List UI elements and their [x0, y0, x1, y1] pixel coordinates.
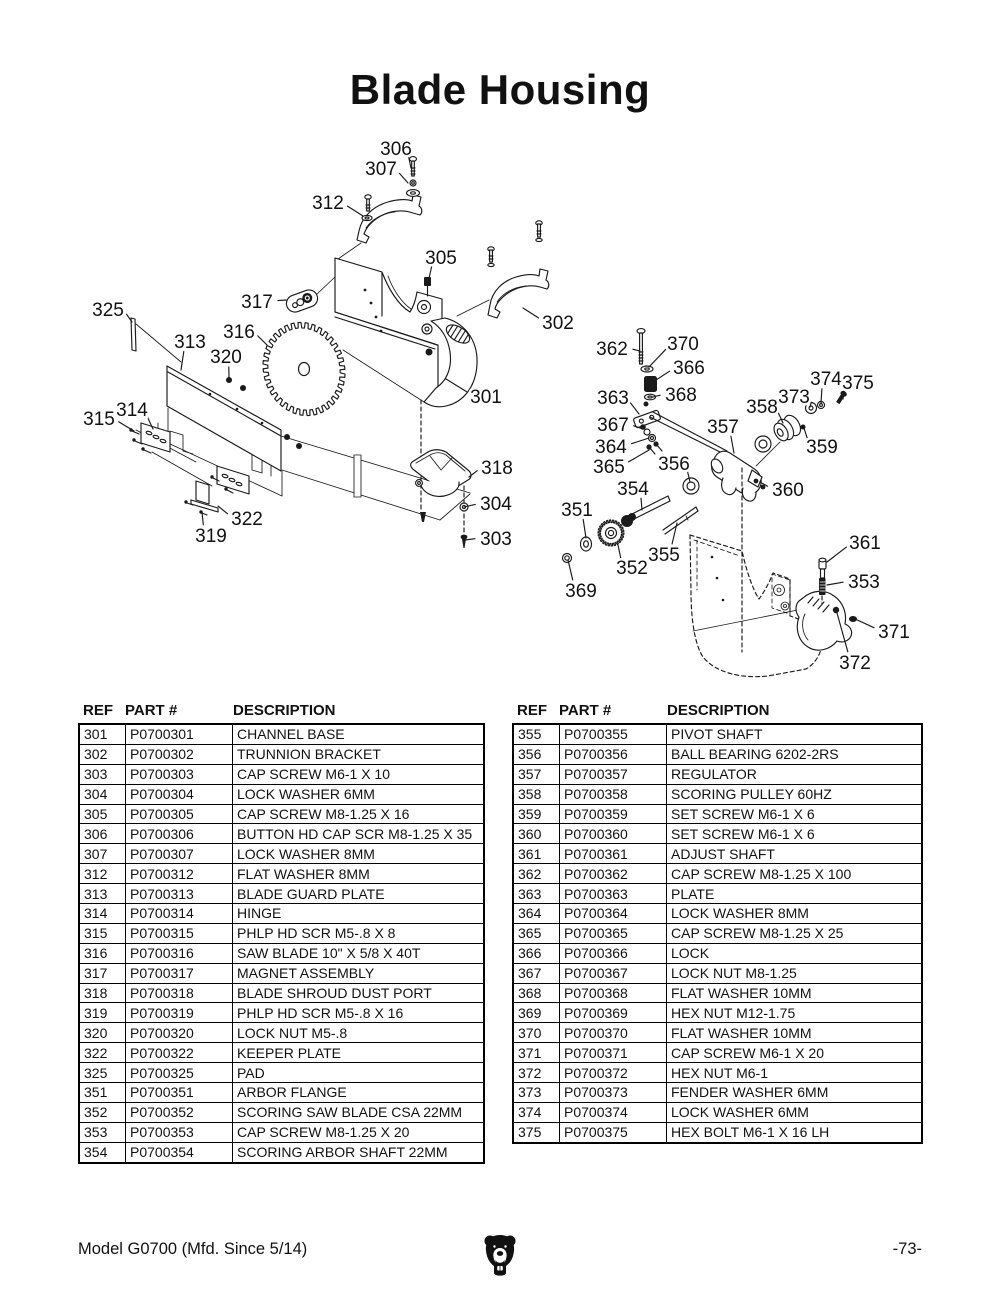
callout-label-317: 317	[241, 292, 273, 313]
ref-cell: 373	[513, 1083, 560, 1103]
callout-label-362: 362	[596, 339, 628, 360]
callout-label-373: 373	[778, 387, 810, 408]
ref-cell: 372	[513, 1063, 560, 1083]
description-cell: FLAT WASHER 10MM	[667, 1023, 923, 1043]
description-cell: SCORING PULLEY 60HZ	[667, 784, 923, 804]
description-cell: ARBOR FLANGE	[233, 1083, 485, 1103]
callout-leader-351	[583, 520, 586, 539]
description-cell: HEX NUT M6-1	[667, 1063, 923, 1083]
part-row-305	[79, 804, 484, 824]
ref-cell: 351	[79, 1083, 126, 1103]
grizzly-bear-icon	[483, 1233, 517, 1277]
part-number-cell: P0700353	[126, 1122, 233, 1142]
description-cell: MAGNET ASSEMBLY	[233, 963, 485, 983]
table-header-left	[78, 702, 485, 723]
callout-label-319: 319	[195, 526, 227, 547]
callout-label-372: 372	[839, 653, 871, 674]
callout-label-367: 367	[597, 415, 629, 436]
part-row-302	[79, 744, 484, 764]
header-part: PART #	[125, 702, 178, 719]
table-header-right	[512, 702, 923, 723]
description-cell: PLATE	[667, 884, 923, 904]
ref-cell: 358	[513, 784, 560, 804]
ref-cell: 370	[513, 1023, 560, 1043]
callout-label-304: 304	[480, 494, 512, 515]
part-row-361	[513, 844, 922, 864]
callout-label-363: 363	[597, 388, 629, 409]
callout-leader-312	[348, 206, 364, 216]
callout-label-371: 371	[878, 622, 910, 643]
callout-leader-317	[278, 300, 286, 301]
ref-cell: 307	[79, 844, 126, 864]
callout-leader-315	[119, 422, 134, 431]
callout-label-352: 352	[616, 558, 648, 579]
ref-cell: 320	[79, 1023, 126, 1043]
part-number-cell: P0700373	[560, 1083, 667, 1103]
part-number-cell: P0700314	[126, 904, 233, 924]
part-row-360	[513, 824, 922, 844]
ref-cell: 365	[513, 923, 560, 943]
description-cell: HINGE	[233, 904, 485, 924]
callout-label-369: 369	[565, 581, 597, 602]
description-cell: LOCK NUT M8-1.25	[667, 963, 923, 983]
part-row-318	[79, 983, 484, 1003]
callout-leader-362	[633, 349, 640, 351]
ref-cell: 360	[513, 824, 560, 844]
callout-label-320: 320	[210, 347, 242, 368]
header-ref: REF	[83, 702, 113, 719]
callout-label-316: 316	[223, 322, 255, 343]
description-cell: FENDER WASHER 6MM	[667, 1083, 923, 1103]
ref-cell: 368	[513, 983, 560, 1003]
description-cell: PHLP HD SCR M5-.8 X 8	[233, 923, 485, 943]
callout-label-355: 355	[648, 545, 680, 566]
ref-cell: 305	[79, 804, 126, 824]
part-number-cell: P0700318	[126, 983, 233, 1003]
part-row-358	[513, 784, 922, 804]
callout-label-351: 351	[561, 500, 593, 521]
description-cell: BLADE GUARD PLATE	[233, 884, 485, 904]
ref-cell: 302	[79, 744, 126, 764]
part-row-356	[513, 744, 922, 764]
ref-cell: 367	[513, 963, 560, 983]
description-cell: PAD	[233, 1063, 485, 1083]
ref-cell: 375	[513, 1122, 560, 1142]
page-number: -73-	[892, 1240, 922, 1258]
part-number-cell: P0700375	[560, 1122, 667, 1142]
ref-cell: 318	[79, 983, 126, 1003]
description-cell: PHLP HD SCR M5-.8 X 16	[233, 1003, 485, 1023]
part-row-314	[79, 904, 484, 924]
part-row-319	[79, 1003, 484, 1023]
callout-leader-316	[258, 336, 267, 345]
part-number-cell: P0700370	[560, 1023, 667, 1043]
ref-cell: 355	[513, 724, 560, 744]
description-cell: REGULATOR	[667, 764, 923, 784]
part-number-cell: P0700325	[126, 1063, 233, 1083]
part-row-359	[513, 804, 922, 824]
description-cell: LOCK WASHER 8MM	[233, 844, 485, 864]
callout-label-359: 359	[806, 437, 838, 458]
part-row-354	[79, 1142, 484, 1162]
callout-label-358: 358	[746, 397, 778, 418]
part-number-cell: P0700319	[126, 1003, 233, 1023]
description-cell: SCORING SAW BLADE CSA 22MM	[233, 1102, 485, 1122]
description-cell: LOCK WASHER 8MM	[667, 904, 923, 924]
callout-label-302: 302	[542, 313, 574, 334]
part-number-cell: P0700317	[126, 963, 233, 983]
header-description: DESCRIPTION	[667, 702, 770, 719]
callout-leader-374	[821, 389, 822, 403]
ref-cell: 357	[513, 764, 560, 784]
description-cell: FLAT WASHER 10MM	[667, 983, 923, 1003]
callout-label-307: 307	[365, 159, 397, 180]
part-number-cell: P0700362	[560, 864, 667, 884]
part-number-cell: P0700364	[560, 904, 667, 924]
description-cell: CAP SCREW M8-1.25 X 25	[667, 923, 923, 943]
callout-label-313: 313	[174, 332, 206, 353]
part-number-cell: P0700320	[126, 1023, 233, 1043]
callout-leader-370	[649, 349, 666, 367]
part-row-312	[79, 864, 484, 884]
callout-label-368: 368	[665, 385, 697, 406]
description-cell: SET SCREW M6-1 X 6	[667, 804, 923, 824]
ref-cell: 312	[79, 864, 126, 884]
callout-leader-303	[465, 539, 475, 540]
part-number-cell: P0700354	[126, 1142, 233, 1162]
part-row-320	[79, 1023, 484, 1043]
footer-model-text: Model G0700 (Mfd. Since 5/14)	[78, 1240, 308, 1258]
callout-label-364: 364	[595, 437, 627, 458]
part-row-365	[513, 923, 922, 943]
part-row-313	[79, 884, 484, 904]
header-part: PART #	[559, 702, 612, 719]
description-cell: KEEPER PLATE	[233, 1043, 485, 1063]
ref-cell: 325	[79, 1063, 126, 1083]
part-row-357	[513, 764, 922, 784]
ref-cell: 352	[79, 1102, 126, 1122]
part-row-362	[513, 864, 922, 884]
part-row-306	[79, 824, 484, 844]
ref-cell: 303	[79, 764, 126, 784]
part-number-cell: P0700371	[560, 1043, 667, 1063]
ref-cell: 354	[79, 1142, 126, 1162]
part-number-cell: P0700363	[560, 884, 667, 904]
part-number-cell: P0700355	[560, 724, 667, 744]
description-cell: BLADE SHROUD DUST PORT	[233, 983, 485, 1003]
ref-cell: 366	[513, 943, 560, 963]
description-cell: CAP SCREW M8-1.25 X 20	[233, 1122, 485, 1142]
callout-label-312: 312	[312, 193, 344, 214]
callout-leader-355	[672, 523, 677, 544]
part-row-369	[513, 1003, 922, 1023]
part-row-367	[513, 963, 922, 983]
ref-cell: 371	[513, 1043, 560, 1063]
header-description: DESCRIPTION	[233, 702, 336, 719]
part-row-353	[79, 1122, 484, 1142]
part-number-cell: P0700369	[560, 1003, 667, 1023]
description-cell: LOCK WASHER 6MM	[667, 1102, 923, 1122]
ref-cell: 363	[513, 884, 560, 904]
ref-cell: 353	[79, 1122, 126, 1142]
parts-list-left	[78, 723, 485, 1164]
parts-list-right	[512, 723, 923, 1144]
ref-cell: 304	[79, 784, 126, 804]
part-number-cell: P0700359	[560, 804, 667, 824]
part-row-366	[513, 943, 922, 963]
callout-leader-357	[731, 436, 734, 453]
part-number-cell: P0700304	[126, 784, 233, 804]
description-cell: LOCK	[667, 943, 923, 963]
part-row-307	[79, 844, 484, 864]
description-cell: ADJUST SHAFT	[667, 844, 923, 864]
part-number-cell: P0700305	[126, 804, 233, 824]
parts-table-left	[78, 702, 485, 1164]
part-row-364	[513, 904, 922, 924]
description-cell: SCORING ARBOR SHAFT 22MM	[233, 1142, 485, 1162]
part-number-cell: P0700315	[126, 923, 233, 943]
description-cell: PIVOT SHAFT	[667, 724, 923, 744]
ref-cell: 315	[79, 923, 126, 943]
callout-label-361: 361	[849, 533, 881, 554]
callout-label-356: 356	[658, 454, 690, 475]
part-number-cell: P0700303	[126, 764, 233, 784]
description-cell: BUTTON HD CAP SCR M8-1.25 X 35	[233, 824, 485, 844]
part-row-373	[513, 1083, 922, 1103]
callout-leader-307	[399, 173, 408, 183]
ref-cell: 317	[79, 963, 126, 983]
description-cell: CAP SCREW M6-1 X 20	[667, 1043, 923, 1063]
callout-label-306: 306	[380, 139, 412, 160]
part-row-351	[79, 1083, 484, 1103]
ref-cell: 356	[513, 744, 560, 764]
part-row-371	[513, 1043, 922, 1063]
ref-cell: 322	[79, 1043, 126, 1063]
part-row-368	[513, 983, 922, 1003]
ref-cell: 313	[79, 884, 126, 904]
part-number-cell: P0700302	[126, 744, 233, 764]
part-row-317	[79, 963, 484, 983]
part-row-355	[513, 724, 922, 744]
description-cell: CAP SCREW M8-1.25 X 100	[667, 864, 923, 884]
part-row-301	[79, 724, 484, 744]
part-number-cell: P0700372	[560, 1063, 667, 1083]
callout-leader-313	[181, 352, 184, 371]
callout-leader-361	[827, 547, 846, 562]
ref-cell: 374	[513, 1102, 560, 1122]
ref-cell: 306	[79, 824, 126, 844]
callout-leader-369	[568, 560, 573, 580]
callout-label-315: 315	[83, 409, 115, 430]
part-number-cell: P0700306	[126, 824, 233, 844]
ref-cell: 301	[79, 724, 126, 744]
part-row-304	[79, 784, 484, 804]
description-cell: FLAT WASHER 8MM	[233, 864, 485, 884]
callout-label-370: 370	[667, 334, 699, 355]
part-row-374	[513, 1102, 922, 1122]
part-row-363	[513, 884, 922, 904]
callout-leader-363	[631, 403, 639, 414]
ref-cell: 361	[513, 844, 560, 864]
parts-table-right	[512, 702, 923, 1144]
part-number-cell: P0700352	[126, 1102, 233, 1122]
callout-leader-352	[618, 545, 621, 558]
saw-blade-drawing	[252, 313, 356, 426]
callout-leader-365	[629, 450, 650, 462]
part-row-303	[79, 764, 484, 784]
callout-label-314: 314	[116, 400, 148, 421]
header-ref: REF	[517, 702, 547, 719]
callout-leader-322	[218, 506, 228, 514]
callout-label-374: 374	[810, 369, 842, 390]
callout-label-325: 325	[92, 300, 124, 321]
part-number-cell: P0700301	[126, 724, 233, 744]
description-cell: CAP SCREW M6-1 X 10	[233, 764, 485, 784]
part-row-375	[513, 1122, 922, 1142]
ref-cell: 314	[79, 904, 126, 924]
ref-cell: 362	[513, 864, 560, 884]
callout-label-360: 360	[772, 480, 804, 501]
description-cell: SET SCREW M6-1 X 6	[667, 824, 923, 844]
trunnion-bracket-302-drawing	[488, 221, 549, 318]
callout-label-375: 375	[842, 373, 874, 394]
part-row-315	[79, 923, 484, 943]
part-row-352	[79, 1102, 484, 1122]
part-number-cell: P0700316	[126, 943, 233, 963]
part-number-cell: P0700366	[560, 943, 667, 963]
callout-label-305: 305	[425, 248, 457, 269]
description-cell: HEX NUT M12-1.75	[667, 1003, 923, 1023]
ref-cell: 359	[513, 804, 560, 824]
description-cell: LOCK WASHER 6MM	[233, 784, 485, 804]
part-number-cell: P0700351	[126, 1083, 233, 1103]
description-cell: HEX BOLT M6-1 X 16 LH	[667, 1122, 923, 1142]
part-number-cell: P0700307	[126, 844, 233, 864]
description-cell: CHANNEL BASE	[233, 724, 485, 744]
description-cell: TRUNNION BRACKET	[233, 744, 485, 764]
part-row-370	[513, 1023, 922, 1043]
ref-cell: 316	[79, 943, 126, 963]
callout-leader-353	[827, 582, 843, 585]
part-number-cell: P0700367	[560, 963, 667, 983]
magnet-assembly-drawing	[284, 288, 320, 315]
description-cell: CAP SCREW M8-1.25 X 16	[233, 804, 485, 824]
callout-leader-302	[523, 308, 539, 318]
part-number-cell: P0700365	[560, 923, 667, 943]
callout-label-366: 366	[673, 358, 705, 379]
callout-leader-371	[853, 618, 874, 628]
part-row-316	[79, 943, 484, 963]
callout-label-301: 301	[470, 387, 502, 408]
part-row-325	[79, 1063, 484, 1083]
callout-label-353: 353	[848, 572, 880, 593]
callout-leader-364	[632, 438, 650, 444]
part-number-cell: P0700374	[560, 1102, 667, 1122]
description-cell: LOCK NUT M5-.8	[233, 1023, 485, 1043]
ref-cell: 369	[513, 1003, 560, 1023]
part-number-cell: P0700312	[126, 864, 233, 884]
ref-cell: 319	[79, 1003, 126, 1023]
part-number-cell: P0700357	[560, 764, 667, 784]
part-number-cell: P0700361	[560, 844, 667, 864]
dust-port-drawing	[411, 400, 471, 548]
part-number-cell: P0700356	[560, 744, 667, 764]
part-number-cell: P0700322	[126, 1043, 233, 1063]
callout-label-318: 318	[481, 458, 513, 479]
callout-label-365: 365	[593, 457, 625, 478]
callout-label-322: 322	[231, 509, 263, 530]
part-number-cell: P0700358	[560, 784, 667, 804]
description-cell: SAW BLADE 10" X 5/8 X 40T	[233, 943, 485, 963]
part-row-372	[513, 1063, 922, 1083]
callout-label-354: 354	[617, 479, 649, 500]
ref-cell: 364	[513, 904, 560, 924]
callout-label-357: 357	[707, 417, 739, 438]
part-number-cell: P0700368	[560, 983, 667, 1003]
part-number-cell: P0700360	[560, 824, 667, 844]
page-title: Blade Housing	[349, 66, 651, 113]
part-number-cell: P0700313	[126, 884, 233, 904]
callout-label-303: 303	[480, 529, 512, 550]
part-row-322	[79, 1043, 484, 1063]
description-cell: BALL BEARING 6202-2RS	[667, 744, 923, 764]
